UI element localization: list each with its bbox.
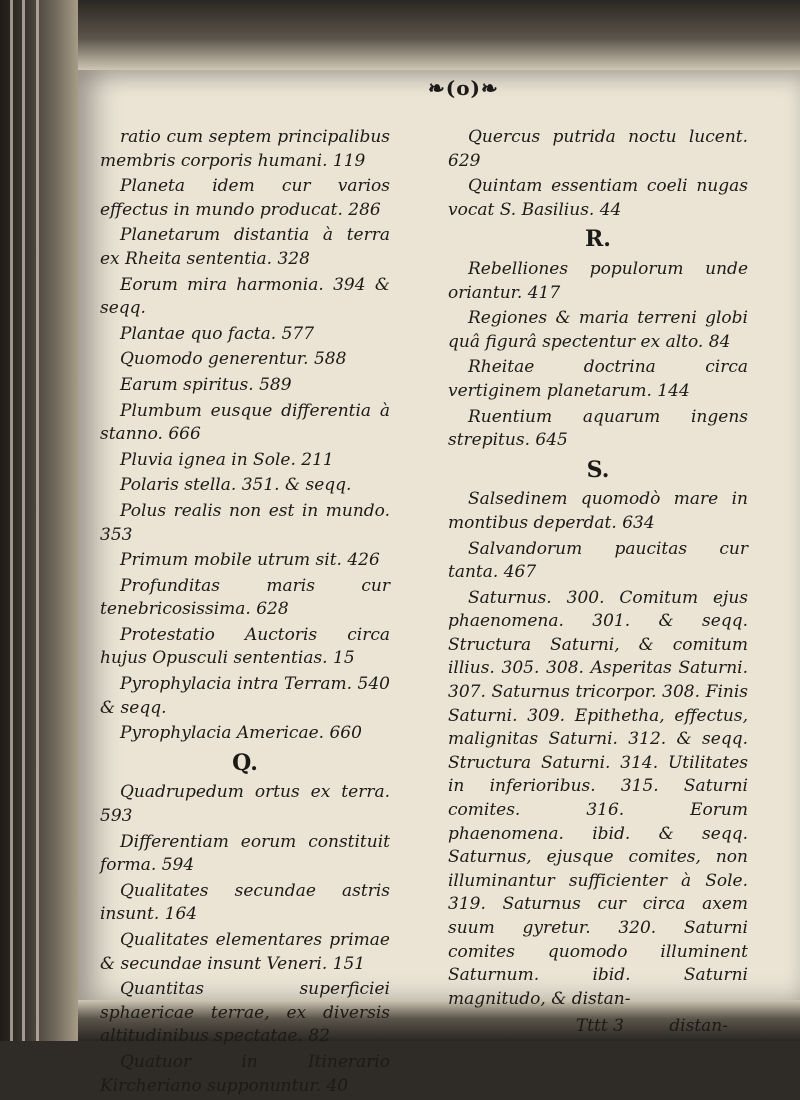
spine-edge <box>10 0 13 1041</box>
index-entry: Quomodo generentur. 588 <box>120 349 347 370</box>
index-entry: Salvandorum paucitas cur tanta. 467 <box>448 538 748 583</box>
header-ornament: ❧(o)❧ <box>428 76 499 100</box>
left-column <box>100 126 390 1100</box>
spine-edge <box>36 0 39 1041</box>
index-entry: Quatuor in Itinerario Kircheriano supponuntur. 40 <box>100 1051 390 1096</box>
index-entry: ratio cum septem principalibus membris corporis humani. 119 <box>100 127 390 171</box>
catchword: distan- <box>669 1016 728 1037</box>
index-entry: Regiones & maria terreni globi quâ figurâ spectentur ex alto. 84 <box>448 308 748 352</box>
index-entry: Polus realis non est in mundo. 353 <box>100 500 390 545</box>
index-entry: Polaris stella. 351. & seqq. <box>120 475 352 496</box>
index-entry: Planeta idem cur varios effectus in mundo producat. 286 <box>100 176 390 220</box>
index-entry: Salsedinem quomodò mare in montibus deperdat. 634 <box>448 489 748 533</box>
index-entry: Primum mobile utrum sit. 426 <box>120 550 380 571</box>
index-entry: Rebelliones populorum unde oriantur. 417 <box>448 258 748 303</box>
index-entry: Eorum mira harmonia. 394 & seqq. <box>100 274 391 319</box>
index-entry: Quantitas superficiei sphaericae terrae, ex diversis altitudinibus spectatae. 82 <box>100 979 390 1047</box>
page-top-shadow <box>78 0 800 70</box>
index-entry: Qualitates secundae astris insunt. 164 <box>100 880 390 925</box>
index-entry: Plumbum eusque differentia à stanno. 666 <box>100 400 390 445</box>
index-entry: Differentiam eorum constituit forma. 594 <box>100 831 390 876</box>
index-entry: Quadrupedum ortus ex terra. 593 <box>100 782 390 827</box>
index-entry: Qualitates elementares primae & secundae insunt Veneri. 151 <box>100 930 390 974</box>
index-entry: Pyrophylacia Americae. 660 <box>120 723 362 744</box>
index-entry: Planetarum distantia à terra ex Rheita sententia. 328 <box>100 225 390 269</box>
index-entry: Ruentium aquarum ingens strepitus. 645 <box>448 406 748 451</box>
index-entry: Quintam essentiam coeli nugas vocat S. Basilius. 44 <box>448 176 748 220</box>
index-entry: Profunditas maris cur tenebricosissima. 628 <box>100 575 390 620</box>
spine-edge <box>22 0 25 1041</box>
index-entry: Saturnus. 300. Comitum ejus phaenomena. 301. & seqq. Structura Saturni, & comitum illius. 305. 308. Asperitas Saturni. 307. Saturnus tricorpor. 308. Finis Saturni. 309. Epithetha, effectus, malignitas Saturni. 312. & seqq. Structura Saturni. 314. Utilitates in inferioribus. 315. Saturni comites. 316. Eorum phaenomena. ibid. & seqq. Saturnus, ejusque comites, non illuminantur sufficienter à Sole. 319. Saturnus cur circa axem suum gyretur. 320. Saturni comites quomodo illuminent Saturnum. ibid. Saturni magnitudo, & distan- <box>448 587 748 1009</box>
right-column <box>448 126 748 1039</box>
section-letter-r: R. <box>585 226 611 253</box>
section-letter-s: S. <box>586 456 610 483</box>
index-entry: Quercus putrida noctu lucent. 629 <box>448 127 748 171</box>
book-spine <box>0 0 78 1041</box>
index-entry: Plantae quo facta. 577 <box>120 323 315 344</box>
signature-mark: Tttt 3 <box>575 1016 624 1037</box>
section-letter-q: Q. <box>232 749 258 776</box>
index-entry: Pluvia ignea in Sole. 211 <box>120 449 334 470</box>
index-entry: Pyrophylacia intra Terram. 540 & seqq. <box>100 674 390 718</box>
page-signature-line <box>448 1015 748 1039</box>
index-entry: Earum spiritus. 589 <box>120 374 292 395</box>
index-entry: Rheitae doctrina circa vertiginem planetarum. 144 <box>448 357 748 401</box>
index-page <box>78 70 800 1096</box>
index-entry: Protestatio Auctoris circa hujus Opusculi sententias. 15 <box>100 624 390 669</box>
